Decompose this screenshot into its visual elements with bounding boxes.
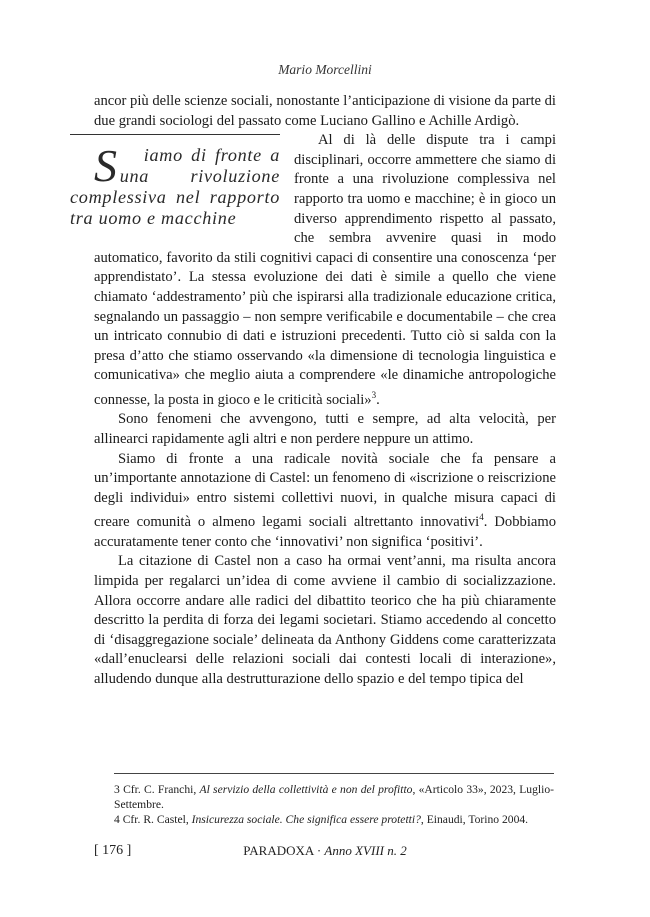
running-head-author: Mario Morcellini [278, 62, 372, 77]
footnote-3-suffix: , «Articolo 33», 2023, Luglio-Settembre. [114, 783, 554, 811]
paragraph-2: S iamo di fronte a una rivoluzione complessiva nel rapporto tra uomo e macchine Al di là delle dispute tra i campi disciplinari, occorre ammettere che siamo di fronte a una rivoluzione complessiva nel rapporto tra uomo e macchine; è in gioco un diverso apprendimento rispetto al passato, che sembra avvenire quasi in modo automatico, favorito da stili cognitivi capaci di consentire una conoscenza ‘per apprendistato’. La stessa evoluzione dei dati è simile a quello che viene chiamato ‘addestramento’ più che ispirarsi alla tradizionale educazione critica, segnalando un passaggio – non sempre verificabile e documentabile – che crea un intricato connubio di dati e istruzioni precedenti. Tutto ciò si salda con la presa d’atto che stiamo osservando «la dimensione di tecnologia linguistica e comunicativa» che meglio aiuta a comprendere «le dinamiche antropologiche connesse, la posta in gioco e le criticità sociali»$^3$. [70, 132, 556, 408]
footnote-4-title: Insicurezza sociale. Che significa essere protetti? [191, 813, 421, 826]
paragraph-1: ancor più delle scienze sociali, nonostante l’anticipazione di visione da parte di due grandi sociologi del passato come Luciano Gallino e Achille Ardigò. [94, 93, 556, 129]
paragraph-4-text-a: Siamo di fronte a una radicale novità sociale che fa pensare a un’importante annotazione di Castel: un fenomeno di «iscrizione o reiscrizione degli individui» entro sistemi collettivi nuovi, in qualche misura capaci di creare comunità o almeno legami sociali altrettanto innovativi [94, 450, 556, 531]
paragraph-4 [94, 450, 556, 553]
paragraph-3: Sono fenomeni che avvengono, tutti e sempre, ad alta velocità, per allinearci rapidamente agli altri e non perdere neppure un attimo. [94, 411, 556, 447]
footnote-4-suffix: , Einaudi, Torino 2004. [420, 813, 529, 826]
footnote-4-prefix: Cfr. R. Castel, [122, 813, 189, 826]
footnote-ref-3[interactable]: 3 [371, 389, 377, 400]
journal-issue: Anno XVIII n. 2 [324, 843, 407, 858]
footnote-3 [114, 782, 554, 812]
pullquote-body: iamo di fronte a una rivoluzione complessiva nel rapporto tra uomo e macchine [70, 145, 280, 229]
footnote-4 [114, 812, 554, 827]
journal-footer [0, 843, 650, 859]
body-text [70, 92, 556, 690]
footnote-3-prefix: Cfr. C. Franchi, [123, 783, 197, 796]
footnote-3-title: Al servizio della collettività e non del profitto [199, 783, 413, 796]
paragraph-5: La citazione di Castel non a caso ha ormai vent’anni, ma risulta ancora limpida per regalarci un’idea di come avviene il cambio di socializzazione. Allora occorre andare alle radici del dibattito teorico che ha più chiaramente descritto la perdita di forza dei legami societari. Stiamo accedendo al concetto di ‘disaggregazione sociale’ delineata da Anthony Giddens come caratterizzata «dall’enuclearsi delle relazioni sociali dai contesti locali di interazione», alludendo dunque alla destrutturazione dello spazio e del tempo tipica del [94, 553, 556, 687]
pullquote [70, 134, 280, 229]
footnote-4-number: 4 [114, 813, 120, 826]
footnote-ref-4[interactable]: 4 [479, 512, 484, 523]
paragraph-2-text: Al di là delle dispute tra i campi disciplinari, occorre ammettere che siamo di fronte a una rivoluzione complessiva nel rapporto tra uomo e macchine; è in gioco un diverso apprendimento rispetto al passato, che sembra avvenire quasi in modo automatico, favorito da stili cognitivi capaci di consentire una conoscenza ‘per apprendistato’. La stessa evoluzione dei dati è simile a quello che viene chiamato ‘addestramento’ più che ispirarsi alla tradizionale educazione critica, segnalando un passaggio – non sempre verificabile e documentabile – che crea un intricato connubio di dati e istruzioni precedenti. Tutto ciò si salda con la presa d’atto che stiamo osservando «la dimensione di tecnologia linguistica e comunicativa» che meglio aiuta a comprendere «le dinamiche antropologiche connesse, la posta in gioco e le criticità sociali» [94, 132, 556, 408]
footnotes [114, 782, 554, 827]
footnote-divider [114, 773, 554, 774]
page-number: [ 176 ] [94, 843, 132, 858]
journal-name: PARADOXA [243, 843, 314, 858]
footnote-3-number: 3 [114, 783, 120, 796]
pullquote-dropcap: S [94, 140, 118, 192]
pullquote-text [70, 140, 280, 229]
footer-separator: · [313, 843, 325, 858]
paragraph-4-text-b: . Dobbiamo accuratamente tener conto che ‘innovativi’ non significa ‘positivi’. [94, 514, 556, 550]
